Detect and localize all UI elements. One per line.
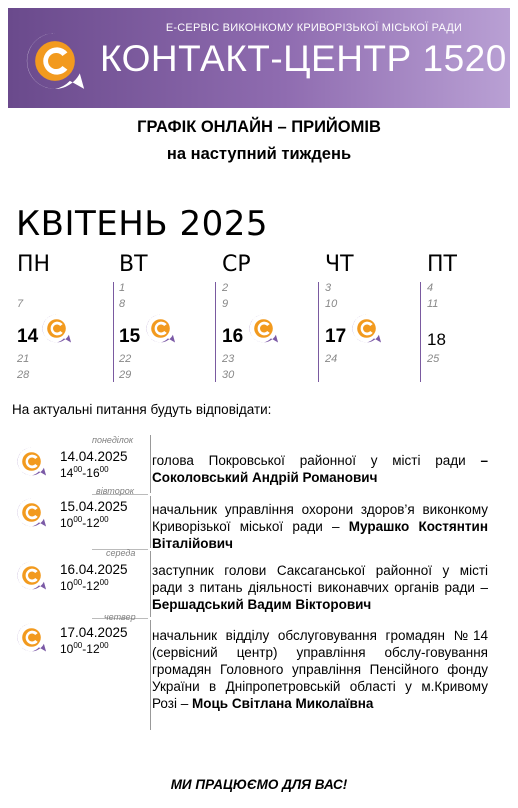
entry-date: 16.04.2025 <box>60 562 128 577</box>
calendar-date: 3 <box>325 282 332 294</box>
entry-time: $14^{00}-16^{00}$ <box>60 465 109 480</box>
entry-weekday: понеділок <box>92 435 134 445</box>
banner-title: КОНТАКТ-ЦЕНТР 1520 <box>100 38 507 79</box>
schedule-subheading: на наступний тиждень <box>166 145 352 163</box>
contact-center-logo-icon <box>351 313 382 344</box>
contact-center-logo-icon <box>145 313 176 344</box>
calendar-date: 28 <box>17 369 30 381</box>
day-header-tue: ВТ <box>119 252 148 277</box>
entry-date: 15.04.2025 <box>60 499 128 514</box>
calendar-date: 23 <box>222 353 235 365</box>
calendar-date: 25 <box>427 353 440 365</box>
calendar-divider <box>420 282 421 382</box>
entry-date: 14.04.2025 <box>60 449 128 464</box>
calendar-divider <box>113 282 114 382</box>
entry-weekday: четвер <box>104 612 136 622</box>
calendar-date-friday: 18 <box>427 330 446 349</box>
calendar-month: КВІТЕНЬ 2025 <box>16 204 268 244</box>
day-header-mon: ПН <box>17 252 51 277</box>
entry-description: начальник управління охорони здоров’я виконкому Криворізької міської ради – Мурашко Костянтин Віталійович <box>152 502 488 551</box>
calendar-date: 8 <box>119 298 126 310</box>
calendar-date: 21 <box>17 353 30 365</box>
calendar-divider <box>318 282 319 382</box>
calendar-divider <box>215 282 216 382</box>
contact-center-logo-icon <box>16 446 47 477</box>
entry-divider <box>150 496 151 548</box>
entry-person-name: Бершадський Вадим Вікторович <box>152 597 372 612</box>
calendar-date: 22 <box>119 353 132 365</box>
entry-time: $10^{00}-12^{00}$ <box>60 515 109 530</box>
calendar-date-highlighted: 17 <box>325 326 347 347</box>
entry-description: начальник відділу обслуговування громадян №14 (сервісний центр) управління обслу-говування громадян Головного управління Пенсійного фонду України в Дніпропетровській області у м.Кривому Розі – Моць Світлана Миколаївна <box>152 628 488 711</box>
calendar-date: 24 <box>325 353 338 365</box>
contact-center-logo-icon <box>24 30 86 92</box>
entry-divider <box>150 620 151 730</box>
contact-center-logo-icon <box>16 560 47 591</box>
contact-center-logo-icon <box>41 313 72 344</box>
calendar-date-highlighted: 15 <box>119 326 141 347</box>
entry-person-name: Мурашко Костянтин Віталійович <box>152 519 488 551</box>
entry-divider <box>150 551 151 617</box>
contact-center-logo-icon <box>16 622 47 653</box>
entry-description: заступник голови Саксаганської районної у місті ради з питань діяльності виконавчих органів ради – Бершадський Вадим Вікторович <box>152 563 488 612</box>
intro-text: На актуальні питання будуть відповідати: <box>12 402 272 417</box>
calendar-date: 7 <box>17 298 24 310</box>
calendar-date: 29 <box>119 369 132 381</box>
entry-date: 17.04.2025 <box>60 625 128 640</box>
schedule-heading: ГРАФІК ОНЛАЙН – ПРИЙОМІВ <box>137 118 381 136</box>
entry-divider <box>150 435 151 493</box>
entry-description: голова Покровської районної у місті ради – Соколовський Андрій Романович <box>152 453 488 485</box>
contact-center-logo-icon <box>248 313 279 344</box>
contact-center-logo-icon <box>16 497 47 528</box>
entry-time: $10^{00}-12^{00}$ <box>60 578 109 593</box>
entry-person-name: Соколовський Андрій Романович <box>152 470 378 485</box>
calendar-date: 30 <box>222 369 235 381</box>
entry-time: $10^{00}-12^{00}$ <box>60 641 109 656</box>
footer-slogan: МИ ПРАЦЮЄМО ДЛЯ ВАС! <box>170 777 348 792</box>
entry-weekday: вівторок <box>96 486 134 496</box>
day-header-fri: ПТ <box>427 252 457 277</box>
entry-weekday: середа <box>106 548 136 558</box>
calendar-date: 9 <box>222 298 229 310</box>
day-header-wed: СР <box>222 252 251 277</box>
calendar-date-highlighted: 14 <box>17 326 39 347</box>
entry-person-name: Моць Світлана Миколаївна <box>191 696 374 711</box>
calendar-date-highlighted: 16 <box>222 326 244 347</box>
calendar-date: 1 <box>119 282 126 294</box>
header-banner <box>8 8 510 108</box>
calendar-date: 4 <box>427 282 434 294</box>
banner-subtitle: Е-СЕРВІС ВИКОНКОМУ КРИВОРІЗЬКОЇ МІСЬКОЇ РАДИ <box>165 22 463 34</box>
day-header-thu: ЧТ <box>325 252 354 277</box>
calendar-date: 11 <box>427 298 439 310</box>
calendar-date: 10 <box>325 298 338 310</box>
calendar-date: 2 <box>222 282 229 294</box>
